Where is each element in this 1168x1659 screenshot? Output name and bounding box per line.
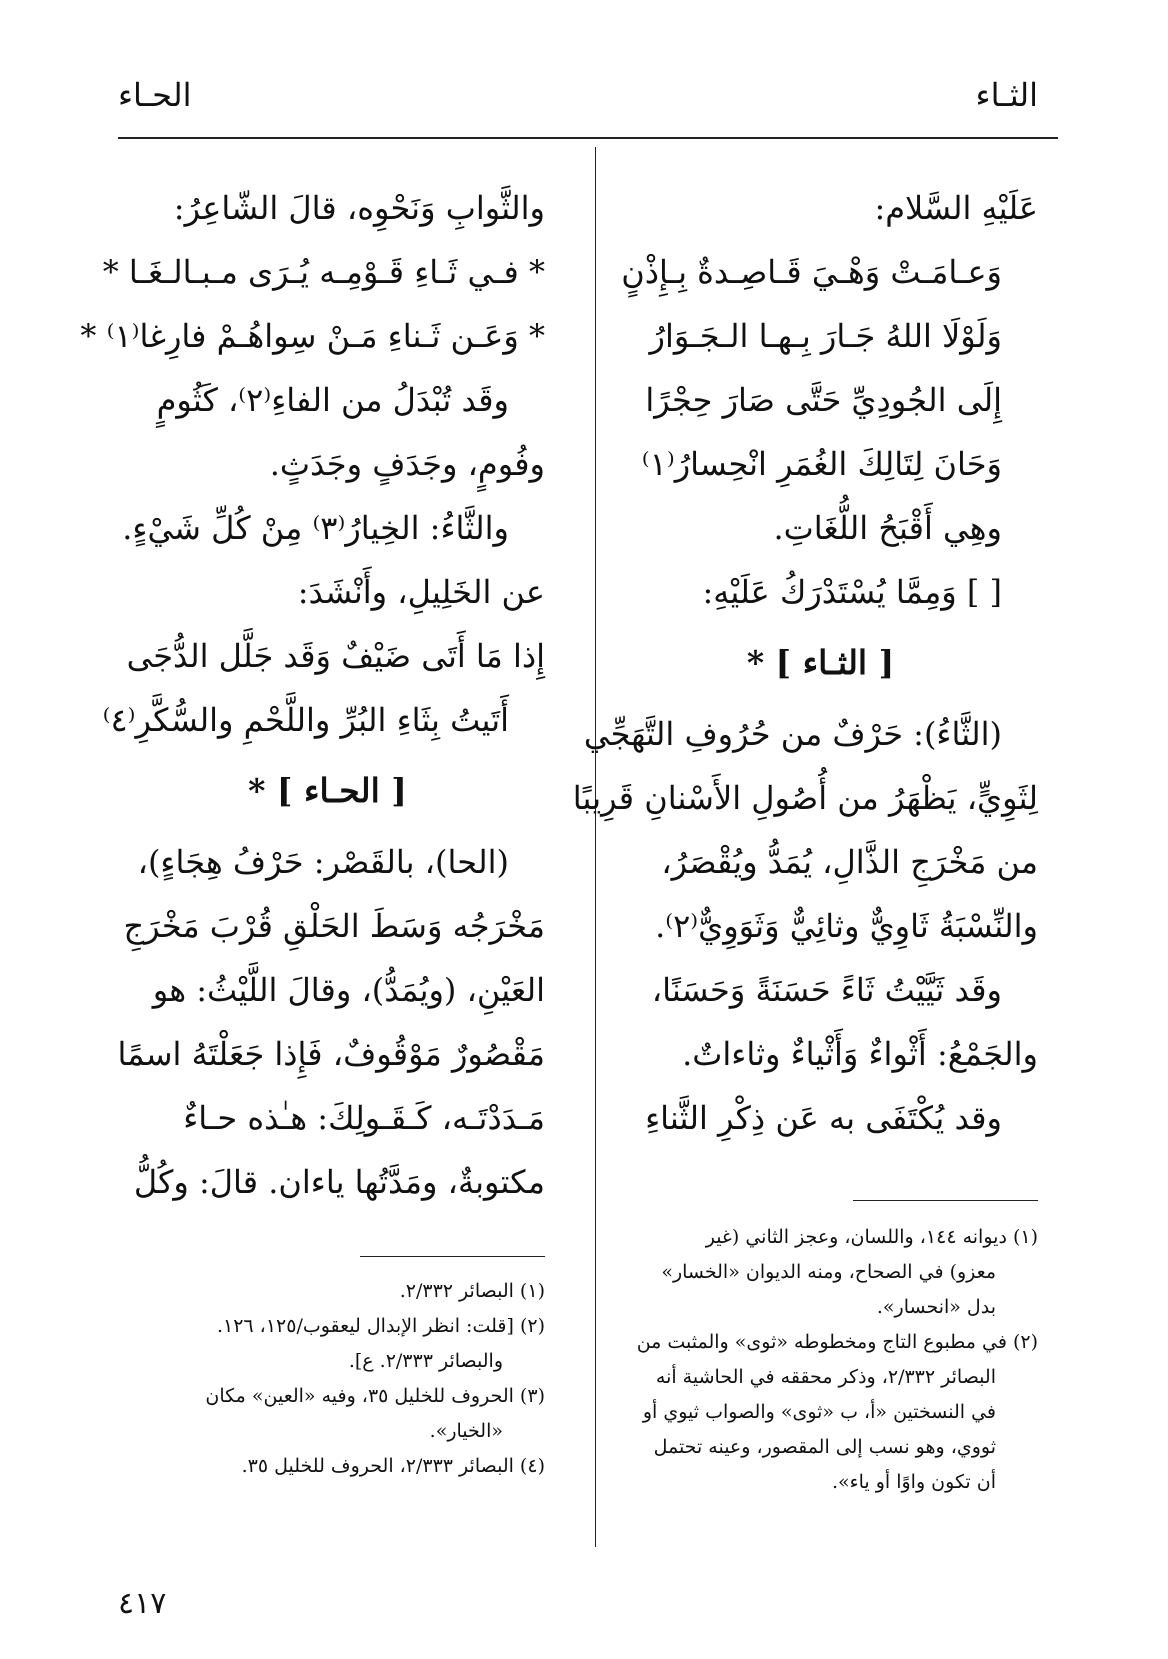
verse-line: أَتَيتُ بِثَاءِ البُرِّ واللَّحْمِ والسُّكَّرِ⁽٤⁾ <box>102 701 509 739</box>
header-rule <box>118 137 1058 139</box>
text-line: والجَمْعُ: أَثْواءٌ وَأَثْياءٌ وثاءاتٌ. <box>682 1035 1038 1073</box>
text-line: عَلَيْهِ السَّلام: <box>874 189 1038 227</box>
verse-line: إِلَى الجُودِيِّ حَتَّى صَارَ حِجْرًا <box>645 381 1002 419</box>
text-line: وهِي أَقْبَحُ اللُّغَاتِ. <box>773 509 1002 547</box>
footnote-line: ثووي، وهو نسب إلى المقصور، وعينه تحتمل <box>653 1436 996 1458</box>
footnote-line: «الخيار». <box>429 1420 503 1442</box>
verse-line: وَلَوْلَا اللهُ جَـارَ بِـهـا الـجَـوَارُ <box>649 317 1002 355</box>
section-heading-tha: [ الثـاء ] * <box>746 643 895 682</box>
text-line: والثَّاءُ: الخِيارُ⁽٣⁾ مِنْ كُلِّ شَيْءٍ. <box>122 509 509 547</box>
footnote-line: (٢) [قلت: انظر الإبدال ليعقوب/١٢٥، ١٢٦. <box>216 1315 545 1337</box>
footnote-line: (١) البصائر ٢/٣٣٢. <box>399 1280 545 1302</box>
verse-line: * فـي ثَـاءِ قَـوْمِـه يُـرَى مـبـالـغَـا * <box>102 253 545 291</box>
text-line: العَيْنِ، (ويُمَدُّ)، وقالَ اللَّيْثُ: هو <box>152 971 545 1009</box>
footnote-line: أن تكون واوًا أو ياء». <box>832 1471 996 1493</box>
text-line: (الثَّاءُ): حَرْفٌ من حُرُوفِ التَّهَجِّي <box>583 715 1002 753</box>
text-line: مَخْرَجُه وَسَطَ الحَلْقِ قُرْبَ مَخْرَجِ <box>123 907 545 945</box>
footnotes-left <box>110 1274 545 1484</box>
right-column <box>572 176 1038 1150</box>
verse-line: وَعـامَـتْ وَهْـيَ قَـاصِـدةٌ بِـإِذْنٍ <box>621 253 1002 291</box>
footnote-line: معزو) في الصحاح، ومنه الديوان «الخسار» <box>661 1261 996 1283</box>
text-line: وفُومٍ، وجَدَفٍ وجَدَثٍ. <box>269 445 545 483</box>
running-head-right: الثـاء <box>975 76 1038 114</box>
text-line: مَقْصُورٌ مَوْقُوفٌ، فَإِذا جَعَلْتَهُ اسمًا <box>117 1035 545 1073</box>
footnote-line: (٢) في مطبوع التاج ومخطوطه «ثوى» والمثبت من <box>636 1331 1038 1353</box>
text-line: وقَد ثَيَّيْتُ ثَاءً حَسَنَةً وَحَسَنًا، <box>651 971 1002 1009</box>
footnote-line: (١) ديوانه ١٤٤، واللسان، وعجز الثاني (غير <box>705 1226 1038 1248</box>
footnote-rule-left <box>360 1256 545 1257</box>
footnote-line: والبصائر ٢/٣٣٣. ع]. <box>348 1350 503 1372</box>
text-line: والنِّسْبَةُ ثَاوِيٌّ وثائِيٌّ وَثَوَوِيٌّ⁽٢⁾. <box>655 907 1038 945</box>
verse-line: * وَعَـن ثَـناءِ مَـنْ سِواهُـمْ فارِغا⁽١⁾ * <box>80 317 545 355</box>
text-line: لِثَوِيٍّ، يَظْهَرُ من أُصُولِ الأَسْنانِ قَرِيبًا <box>572 779 1038 817</box>
text-line: مكتوبةٌ، ومَدَّتُها ياءان. قالَ: وكُلُّ <box>133 1163 545 1201</box>
left-column <box>80 176 545 1214</box>
text-line: والثَّوابِ وَنَحْوِه، قالَ الشّاعِرُ: <box>173 189 545 227</box>
text-line: (الحا)، بالقَصْر: حَرْفُ هِجَاءٍ)، <box>137 843 509 881</box>
footnotes-right <box>603 1220 1038 1500</box>
footnote-line: في النسختين «أ، ب «ثوى» والصواب ثيوي أو <box>642 1401 996 1423</box>
verse-line: وَحَانَ لِتَالِكَ الغُمَرِ انْحِسارُ⁽١⁾ <box>641 445 1002 483</box>
text-line: من مَخْرَجِ الذَّالِ، يُمَدُّ ويُقْصَرُ، <box>661 843 1038 881</box>
footnote-line: بدل «انحسار». <box>876 1296 996 1318</box>
text-line: وقَد تُبْدَلُ من الفاءِ⁽٢⁾، كَثُومٍ <box>156 381 509 419</box>
verse-line: إِذا مَا أَتَى ضَيْفٌ وَقَد جَلَّل الدُّجَى <box>126 637 545 675</box>
page-number: ٤١٧ <box>118 1586 167 1621</box>
text-line: عن الخَلِيلِ، وأَنْشَدَ: <box>297 573 545 611</box>
text-line: مَـدَدْتَـه، كَـقَـولِكَ: هـٰذه حـاءٌ <box>183 1099 545 1137</box>
column-divider <box>595 147 596 1547</box>
section-heading-ha: [ الحـاء ] * <box>248 771 407 810</box>
footnote-line: (٤) البصائر ٢/٣٣٣، الحروف للخليل ٣٥. <box>241 1455 545 1477</box>
footnote-rule-right <box>853 1200 1038 1201</box>
text-line: وقد يُكْتَفَى به عَن ذِكْرِ الثَّناءِ <box>645 1099 1002 1137</box>
running-head-left: الحـاء <box>118 76 192 114</box>
text-line: [ ] وَمِمَّا يُسْتَدْرَكُ عَلَيْهِ: <box>702 573 1002 611</box>
footnote-line: البصائر ٢/٣٣٢، وذكر محققه في الحاشية أنه <box>655 1366 996 1388</box>
footnote-line: (٣) الحروف للخليل ٣٥، وفيه «العين» مكان <box>205 1385 545 1407</box>
